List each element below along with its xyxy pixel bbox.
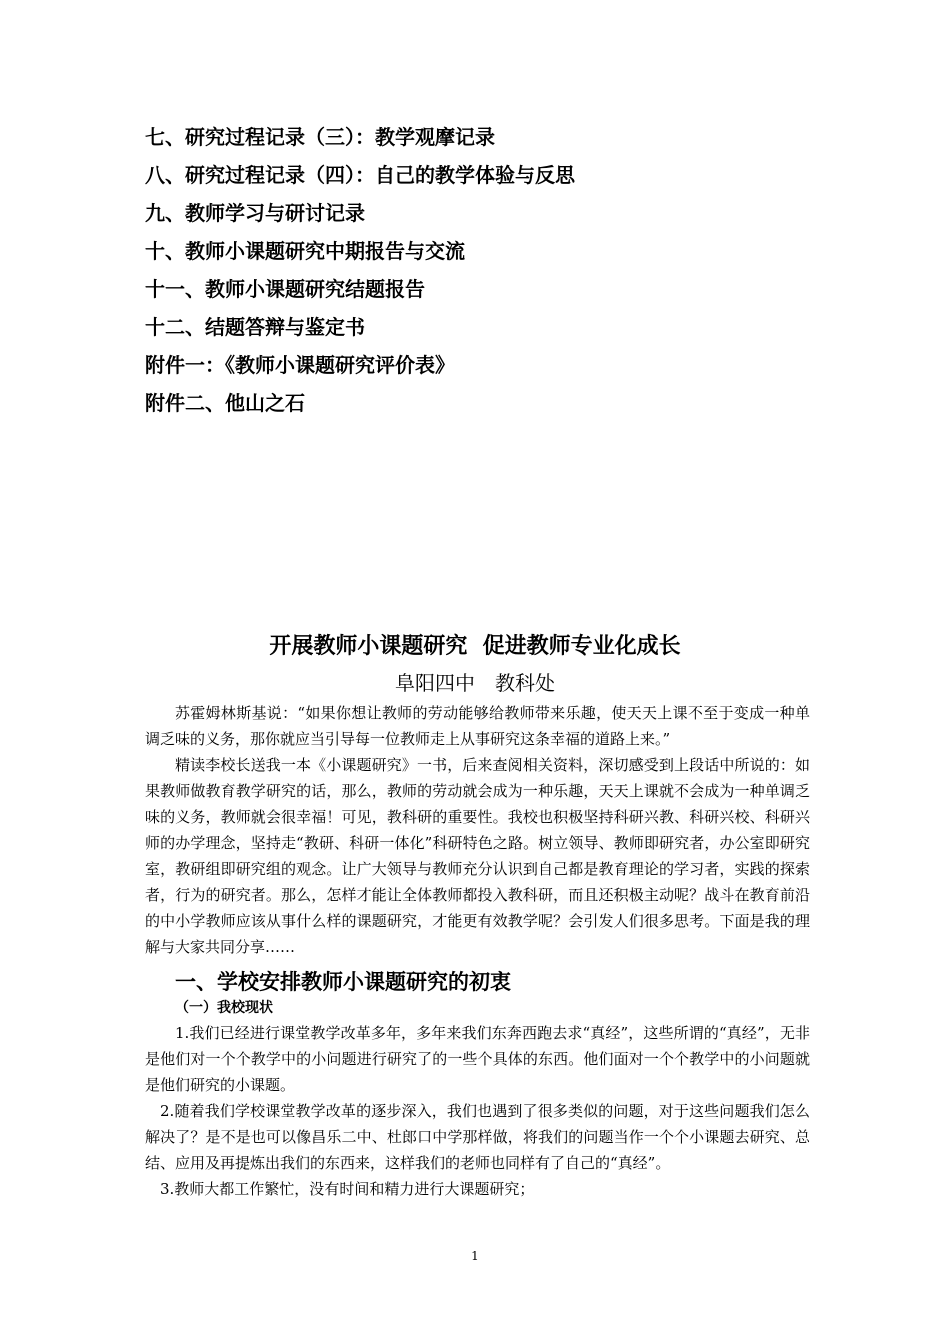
section-heading: 一、学校安排教师小课题研究的初衷 bbox=[175, 970, 511, 994]
toc-item: 十二、结题答辩与鉴定书 bbox=[145, 315, 365, 339]
section-items bbox=[145, 1020, 810, 1202]
toc-item: 附件二、他山之石 bbox=[145, 391, 305, 415]
document-title: 开展教师小课题研究 促进教师专业化成长 bbox=[269, 634, 681, 659]
intro-paragraph: 苏霍姆林斯基说：“如果你想让教师的劳动能够给教师带来乐趣，使天天上课不至于变成一种单调乏味的义务，那你就应当引导每一位教师走上从事研究这条幸福的道路上来。” bbox=[145, 704, 810, 748]
table-of-contents bbox=[145, 118, 825, 422]
page-number: 1 bbox=[471, 1249, 479, 1263]
toc-item: 九、教师学习与研讨记录 bbox=[145, 201, 365, 225]
toc-item: 十、教师小课题研究中期报告与交流 bbox=[145, 239, 465, 263]
toc-item: 七、研究过程记录（三）：教学观摩记录 bbox=[145, 125, 495, 149]
toc-item: 附件一：《教师小课题研究评价表》 bbox=[145, 353, 455, 377]
section-subheading: （一）我校现状 bbox=[175, 1000, 273, 1016]
toc-item: 十一、教师小课题研究结题报告 bbox=[145, 277, 425, 301]
list-item: 1.我们已经进行课堂教学改革多年，多年来我们东奔西跑去求“真经”，这些所谓的“真经”，无非是他们对一个个教学中的小问题进行研究了的一些个具体的东西。他们面对一个个教学中的小问题就是他们研究的小课题。 bbox=[145, 1024, 810, 1094]
toc-item: 八、研究过程记录（四）：自己的教学体验与反思 bbox=[145, 163, 575, 187]
list-item: 2.随着我们学校课堂教学改革的逐步深入，我们也遇到了很多类似的问题，对于这些问题我们怎么解决了？是不是也可以像昌乐二中、杜郎口中学那样做，将我们的问题当作一个个小课题去研究、总结、应用及再提炼出我们的东西来，这样我们的老师也同样有了自己的“真经”。 bbox=[145, 1102, 810, 1172]
document-subtitle: 阜阳四中 教科处 bbox=[395, 671, 555, 695]
intro-section bbox=[145, 700, 810, 960]
intro-paragraph: 精读李校长送我一本《小课题研究》一书，后来查阅相关资料，深切感受到上段话中所说的：如果教师做教育教学研究的话，那么，教师的劳动就会成为一种乐趣，天天上课就不会成为一种单调乏味的义务，教师就会很幸福！可见，教科研的重要性。我校也积极坚持科研兴教、科研兴校、科研兴师的办学理念，坚持走“教研、科研一体化”科研特色之路。树立领导、教师即研究者，办公室即研究室，教研组即研究组的观念。让广大领导与教师充分认识到自己都是教育理论的学习者，实践的探索者，行为的研究者。那么，怎样才能让全体教师都投入教科研，而且还积极主动呢？战斗在教育前沿的中小学教师应该从事什么样的课题研究，才能更有效教学呢？会引发人们很多思考。下面是我的理解与大家共同分享…… bbox=[145, 756, 810, 956]
list-item: 3.教师大都工作繁忙，没有时间和精力进行大课题研究； bbox=[160, 1180, 535, 1198]
